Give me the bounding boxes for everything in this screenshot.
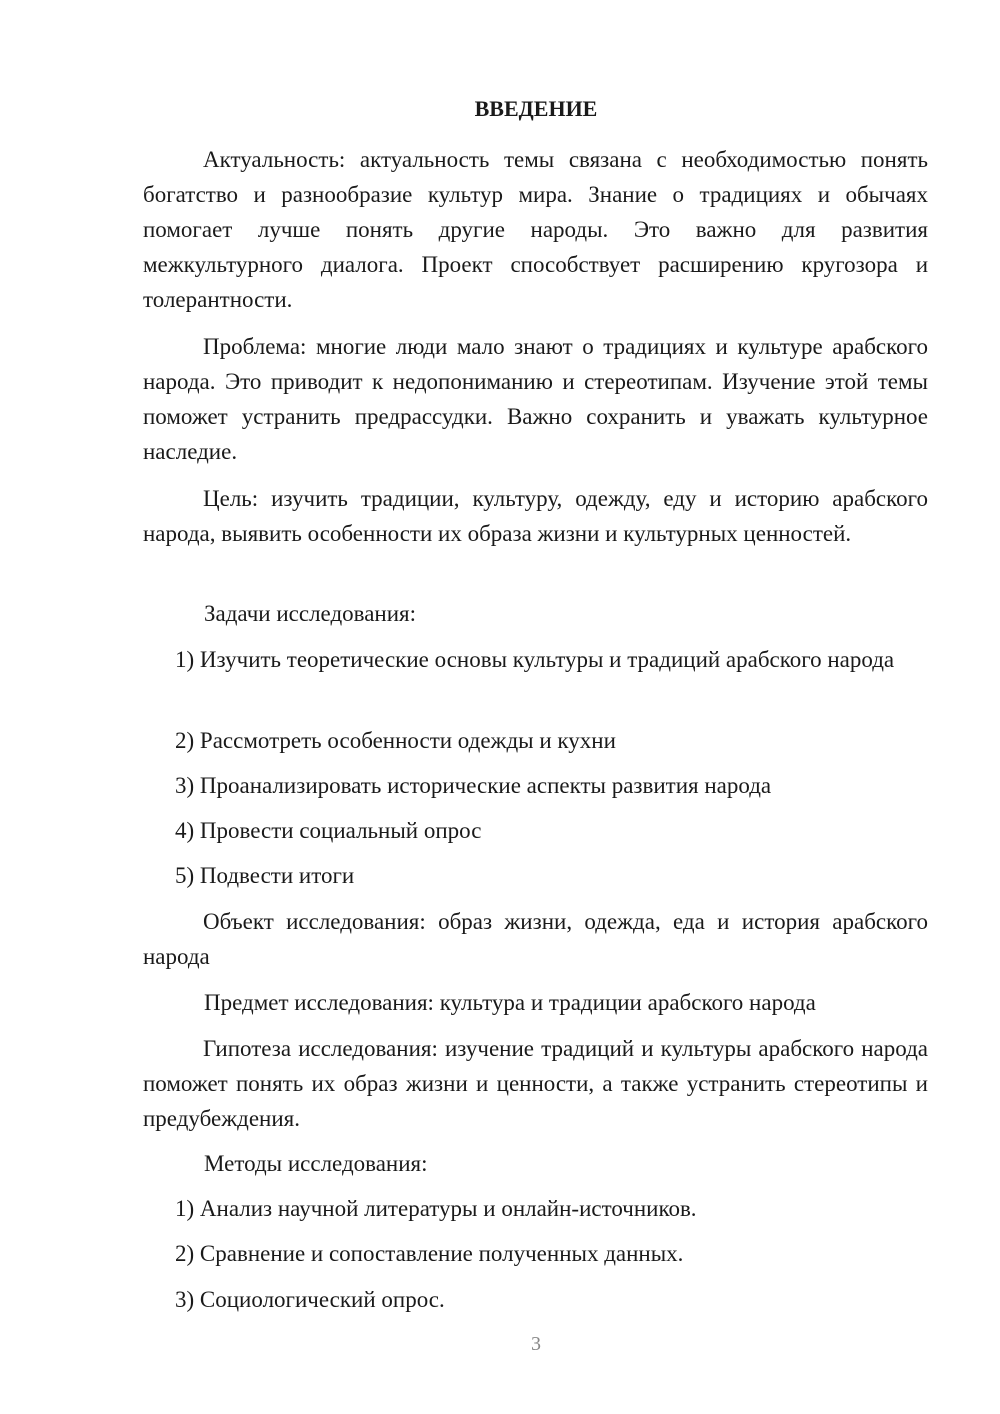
task-item: 3) Проанализировать исторические аспекты развития народа (175, 773, 772, 798)
page-number: 3 (531, 1333, 541, 1355)
relevance-paragraph: Актуальность: актуальность темы связана с необходимостью понять богатство и разнообразие культур мира. Знание о традициях и обычаях помогает лучше понять другие народы. Это важно для развития межкультурного диалога. Проект способствует расширению кругозора и толерантности. (143, 147, 928, 312)
problem-paragraph: Проблема: многие люди мало знают о традициях и культуре арабского народа. Это приводит к недопониманию и стереотипам. Изучение этой темы поможет устранить предрассудки. Важно сохранить и уважать культурное наследие. (143, 334, 928, 464)
task-item: 5) Подвести итоги (175, 863, 355, 888)
page-heading: ВВЕДЕНИЕ (474, 96, 598, 121)
object-paragraph: Объект исследования: образ жизни, одежда, еда и история арабского народа (143, 909, 928, 969)
task-item: 2) Рассмотреть особенности одежды и кухни (175, 728, 616, 753)
method-item: 1) Анализ научной литературы и онлайн-источников. (175, 1196, 697, 1221)
subject-paragraph: Предмет исследования: культура и традиции арабского народа (204, 990, 816, 1015)
tasks-title: Задачи исследования: (204, 601, 417, 626)
method-item: 3) Социологический опрос. (175, 1287, 445, 1312)
method-item: 2) Сравнение и сопоставление полученных данных. (175, 1241, 684, 1266)
goal-paragraph: Цель: изучить традиции, культуру, одежду, еду и историю арабского народа, выявить особенности их образа жизни и культурных ценностей. (143, 486, 928, 546)
hypothesis-paragraph: Гипотеза исследования: изучение традиций и культуры арабского народа поможет понять их образ жизни и ценности, а также устранить стереотипы и предубеждения. (143, 1036, 928, 1131)
task-item: 1) Изучить теоретические основы культуры и традиций арабского народа (175, 647, 895, 672)
task-item: 4) Провести социальный опрос (175, 818, 482, 843)
methods-title: Методы исследования: (204, 1151, 428, 1176)
